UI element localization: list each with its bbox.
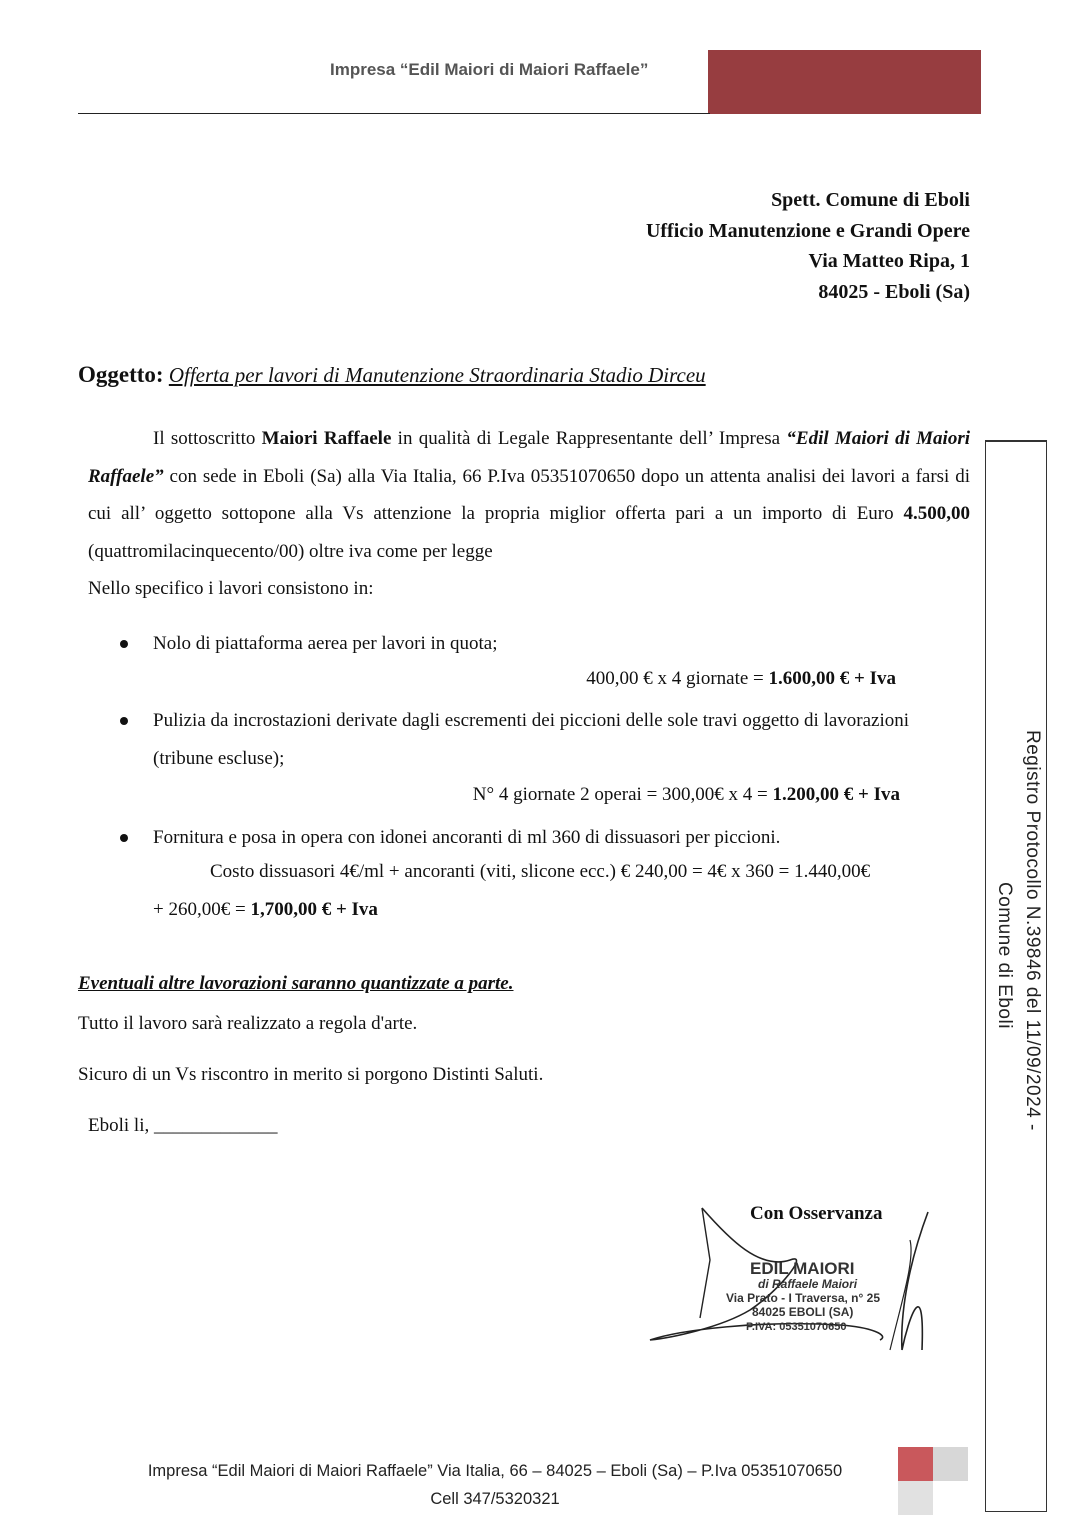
item-1-calc [586, 668, 896, 690]
item-2-calc-text: N° 4 giornate 2 operai = 300,00€ x 4 = [472, 784, 773, 805]
body-paragraph [88, 420, 970, 608]
company-name: “Edil Maiori di Maiori Raffaele” [88, 428, 970, 487]
bullet-icon [120, 717, 128, 725]
item-3-calc-2 [153, 899, 378, 921]
item-1-calc-text: 400,00 € x 4 giornate = [586, 668, 769, 689]
stamp-line-5: P.IVA: 05351070650 [746, 1321, 847, 1333]
item-3-total: 1,700,00 € + Iva [250, 899, 378, 920]
works-intro: Nello specifico i lavori consistono in: [88, 578, 374, 599]
quality-note: Tutto il lavoro sarà realizzato a regola d'arte. [78, 1013, 418, 1034]
footer-decoration-square [898, 1447, 933, 1481]
item-1-text: Nolo di piattaforma aerea per lavori in quota; [153, 633, 498, 654]
subject [78, 362, 706, 388]
item-2-text: Pulizia da incrostazioni derivate dagli escrementi dei piccioni delle sole travi oggetto di lavorazioni (tribune escluse); [153, 710, 910, 769]
subject-text: Offerta per lavori di Manutenzione Straordinaria Stadio Dirceu [168, 363, 706, 387]
footer-decoration-square [933, 1447, 968, 1481]
footer-line-2: Cell 347/5320321 [430, 1490, 560, 1508]
greeting: Sicuro di un Vs riscontro in merito si porgono Distinti Saluti. [78, 1064, 544, 1085]
stamp-line-3: Via Prato - I Traversa, n° 25 [726, 1291, 880, 1305]
offer-paragraph [88, 420, 970, 570]
registry-line-1: Comune di Eboli [994, 882, 1015, 1029]
signature-stroke [890, 1240, 911, 1350]
footer [60, 1457, 930, 1513]
item-3-calc-2-text: + 260,00€ = [153, 899, 251, 920]
recipient-line-4: 84025 - Eboli (Sa) [818, 280, 970, 303]
signature-stamp [640, 1200, 940, 1360]
recipient-line-1: Spett. Comune di Eboli [771, 189, 970, 211]
recipient-line-2: Ufficio Manutenzione e Grandi Opere [645, 219, 970, 242]
footer-decoration-square [898, 1481, 933, 1515]
recipient-line-3: Via Matteo Ripa, 1 [808, 250, 970, 272]
recipient-address [646, 185, 970, 307]
bullet-icon [120, 834, 128, 842]
signature-stroke [700, 1208, 710, 1318]
registry-line-2: Registro Protocollo N.39846 del 11/09/2024 - [1022, 730, 1043, 1131]
registry-stamp [990, 730, 1046, 1131]
item-3-text: Fornitura e posa in opera con idonei ancoranti di ml 360 di dissuasori per piccioni. [153, 827, 781, 848]
header-title: Impresa “Edil Maiori di Maiori Raffaele” [330, 60, 649, 79]
representative-name: Maiori Raffaele [261, 428, 392, 449]
header-accent-bar [708, 50, 981, 114]
stamp-line-2: di Raffaele Maiori [758, 1277, 858, 1291]
offer-text-d: (quattromilacinquecento/00) oltre iva come per legge [88, 540, 493, 562]
footer-line-1: Impresa “Edil Maiori di Maiori Raffaele” Via Italia, 66 – 84025 – Eboli (Sa) – P.Iva 05351070650 [147, 1462, 843, 1480]
extra-works-note: Eventuali altre lavorazioni saranno quantizzate a parte. [78, 973, 514, 994]
item-3-calc: Costo dissuasori 4€/ml + ancoranti (viti, slicone ecc.) € 240,00 = 4€ x 360 = 1.440,00€ [210, 861, 871, 882]
offer-amount: 4.500,00 [903, 503, 970, 524]
bullet-icon [120, 640, 128, 648]
header-rule [78, 113, 710, 114]
place-date: Eboli li, _____________ [88, 1115, 278, 1136]
signature-stroke [902, 1212, 928, 1350]
offer-text-b: in qualità di Legale Rappresentante dell’ Impresa [391, 428, 787, 449]
offer-text-c: con sede in Eboli (Sa) alla Via Italia, 66 P.Iva 05351070650 dopo un attenta analisi dei lavori a farsi di cui all’ oggetto sottopone alla Vs attenzione la propria miglior offerta pari a un importo di Euro [88, 465, 970, 524]
stamp-line-4: 84025 EBOLI (SA) [752, 1305, 854, 1319]
stamp-line-1: EDIL MAIORI [750, 1259, 855, 1278]
offer-text-a: Il sottoscritto [153, 428, 262, 449]
item-2-total: 1.200,00 € + Iva [772, 784, 900, 805]
subject-label: Oggetto: [78, 362, 164, 387]
item-1-total: 1.600,00 € + Iva [768, 668, 896, 689]
item-2-calc [473, 784, 900, 806]
closing: Con Osservanza [750, 1203, 883, 1224]
